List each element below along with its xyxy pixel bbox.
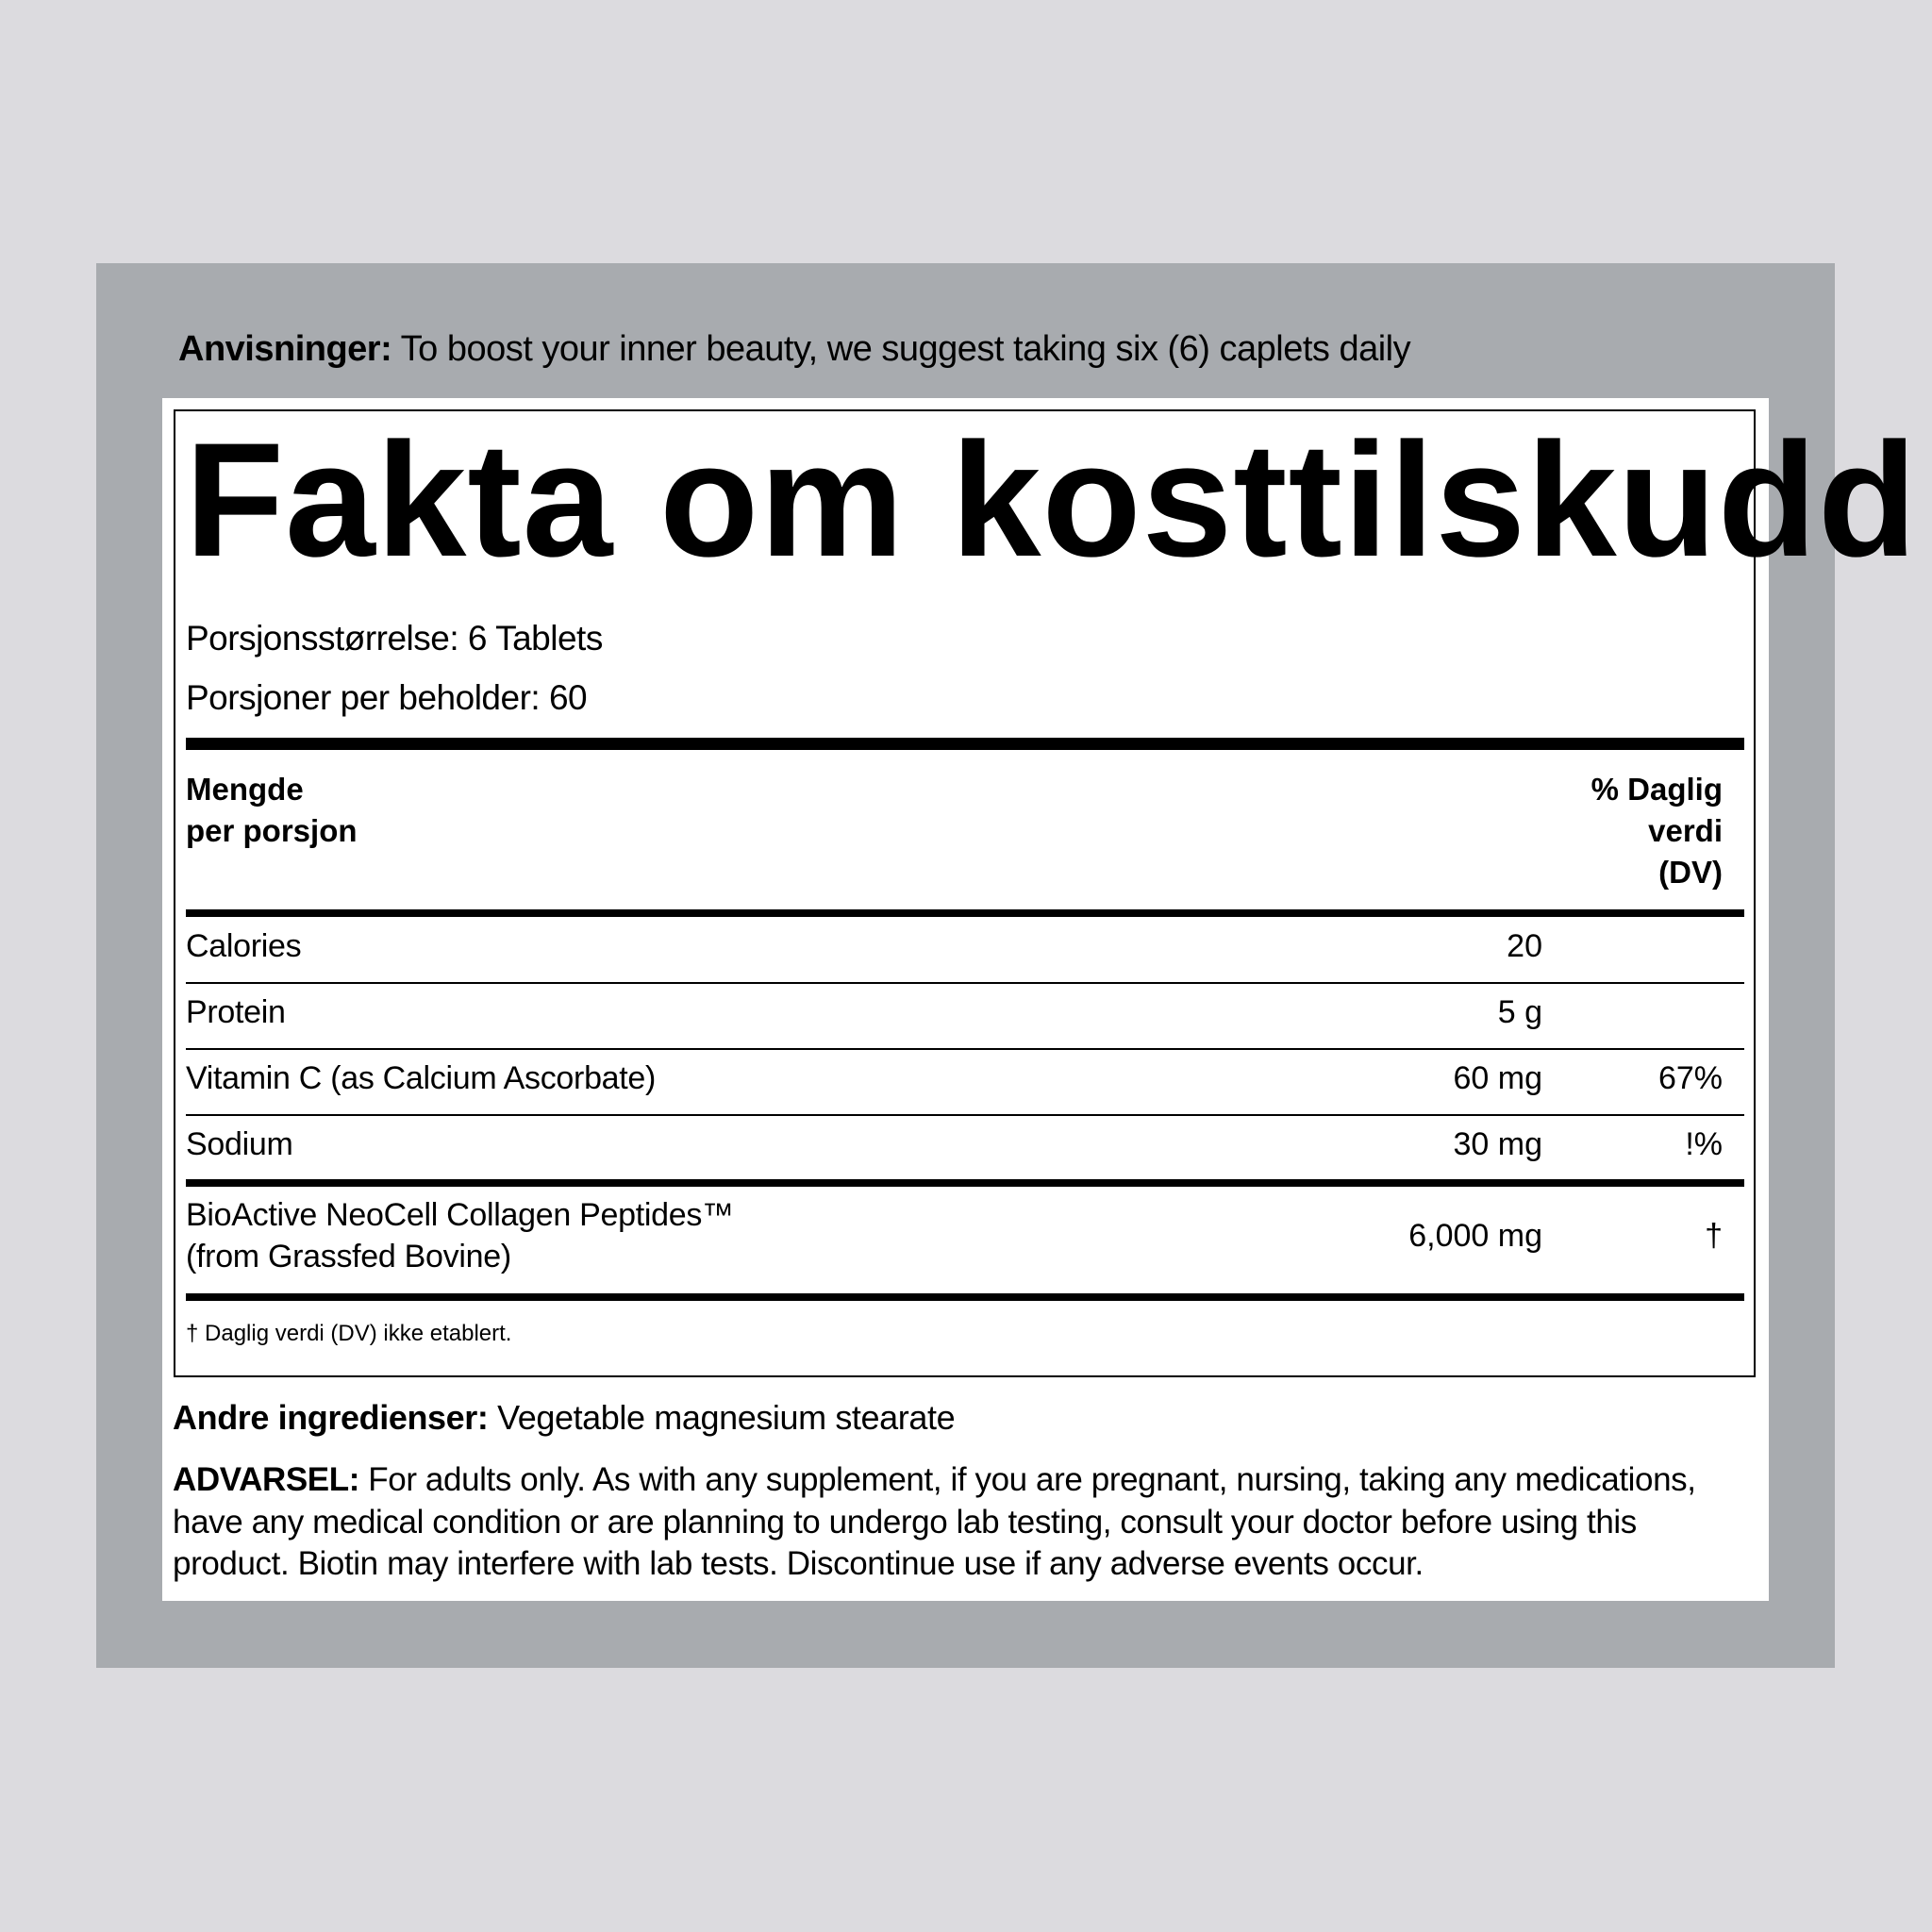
other-ingredients-label: Andre ingredienser: — [173, 1398, 489, 1437]
divider-medium — [186, 1179, 1744, 1187]
directions-text: To boost your inner beauty, we suggest taking six (6) caplets daily — [391, 329, 1411, 369]
nutrient-name-line1: BioActive NeoCell Collagen Peptides™ — [186, 1197, 734, 1233]
directions-label: Anvisninger: — [178, 329, 392, 369]
nutrient-amount: 5 g — [1497, 994, 1542, 1030]
nutrient-amount: 30 mg — [1453, 1126, 1542, 1162]
facts-title: Fakta om kosttilskudd — [185, 409, 1918, 591]
other-ingredients — [173, 1396, 955, 1440]
nutrient-name: Calories — [186, 928, 302, 964]
divider-thin — [186, 982, 1744, 984]
divider-thick — [186, 738, 1744, 750]
divider-medium — [186, 909, 1744, 917]
nutrient-amount: 6,000 mg — [1408, 1218, 1542, 1254]
nutrient-amount: 20 — [1507, 928, 1542, 964]
dv-header-line2: verdi — [1648, 813, 1723, 848]
nutrient-name: Protein — [186, 994, 286, 1030]
nutrient-name: Sodium — [186, 1126, 293, 1162]
other-ingredients-text: Vegetable magnesium stearate — [488, 1398, 956, 1437]
serving-size: Porsjonsstørrelse: 6 Tablets — [186, 619, 603, 658]
divider-medium — [186, 1293, 1744, 1301]
warning — [173, 1459, 1720, 1586]
dv-header-line3: (DV) — [1658, 855, 1723, 890]
servings-per-container: Porsjoner per beholder: 60 — [186, 678, 588, 717]
nutrient-name-line2: (from Grassfed Bovine) — [186, 1239, 511, 1274]
amount-header-line1: Mengde — [186, 772, 304, 807]
divider-thin — [186, 1048, 1744, 1050]
warning-text: For adults only. As with any supplement, if you are pregnant, nursing, taking any medications, have any medical condition or are planning to undergo lab testing, consult your doctor before using this product. Biotin may interfere with lab tests. Discontinue use if any adverse events occur. — [173, 1461, 1696, 1582]
nutrient-name: Vitamin C (as Calcium Ascorbate) — [186, 1060, 657, 1096]
nutrient-dv: !% — [1685, 1126, 1723, 1162]
divider-thin — [186, 1114, 1744, 1116]
nutrient-amount: 60 mg — [1453, 1060, 1542, 1096]
amount-header-line2: per porsjon — [186, 813, 358, 848]
warning-label: ADVARSEL: — [173, 1461, 359, 1498]
dv-footnote: † Daglig verdi (DV) ikke etablert. — [186, 1321, 512, 1346]
nutrient-dv: † — [1705, 1218, 1723, 1254]
dv-header-line1: % Daglig — [1591, 772, 1723, 807]
directions — [178, 326, 1410, 372]
nutrient-dv: 67% — [1657, 1060, 1723, 1096]
